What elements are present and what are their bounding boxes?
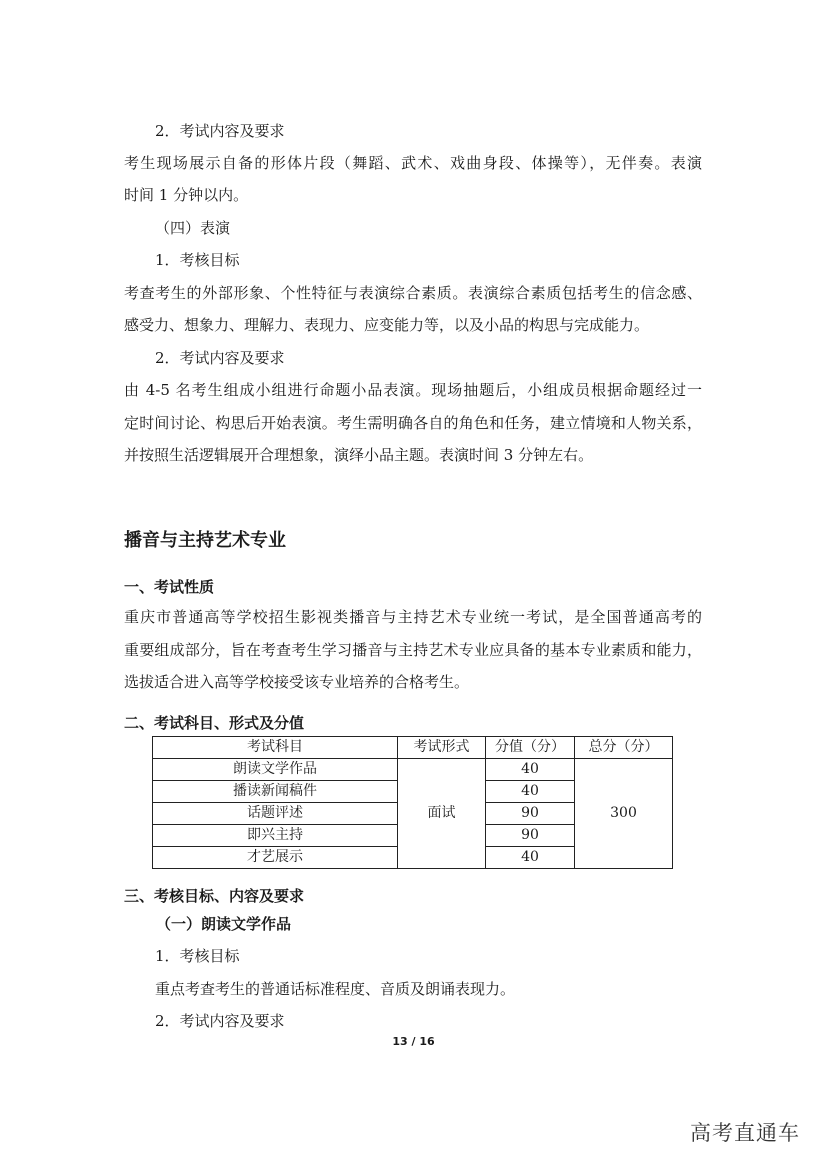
paragraph-line: 由 4-5 名考生组成小组进行命题小品表演。现场抽题后，小组成员根据命题经过一 xyxy=(124,381,702,399)
watermark: 高考直通车 xyxy=(690,1121,800,1145)
section-title: 三、考核目标、内容及要求 xyxy=(124,887,305,905)
paragraph-line: 考生现场展示自备的形体片段（舞蹈、武术、戏曲身段、体操等），无伴奏。表演 xyxy=(124,154,702,172)
score-cell: 40 xyxy=(486,781,575,803)
section-title: 二、考试科目、形式及分值 xyxy=(124,714,305,732)
subject-cell: 即兴主持 xyxy=(153,825,398,847)
subject-cell: 话题评述 xyxy=(153,803,398,825)
paragraph-line: 选拔适合进入高等学校接受该专业培养的合格考生。 xyxy=(124,673,470,691)
subsection-title: （一）朗读文学作品 xyxy=(156,915,292,933)
paragraph-heading: 2．考试内容及要求 xyxy=(155,349,285,367)
paragraph-line: 时间 1 分钟以内。 xyxy=(124,186,249,204)
paragraph-heading: 1．考核目标 xyxy=(155,251,240,269)
paragraph-heading: 1．考核目标 xyxy=(155,947,240,965)
paragraph-line: 重要组成部分，旨在考查考生学习播音与主持艺术专业应具备的基本专业素质和能力， xyxy=(124,641,702,659)
major-title: 播音与主持艺术专业 xyxy=(124,530,286,551)
table-header: 分值（分） xyxy=(486,737,575,759)
subject-cell: 朗读文学作品 xyxy=(153,759,398,781)
subject-cell: 播读新闻稿件 xyxy=(153,781,398,803)
score-cell: 90 xyxy=(486,825,575,847)
table-header-row xyxy=(153,737,673,759)
paragraph-line: 定时间讨论、构思后开始表演。考生需明确各自的角色和任务，建立情境和人物关系， xyxy=(124,414,702,432)
table-header: 考试科目 xyxy=(153,737,398,759)
table-header: 考试形式 xyxy=(398,737,486,759)
form-cell: 面试 xyxy=(398,759,486,869)
subsection-title: （四）表演 xyxy=(155,219,231,237)
paragraph-line: 考查考生的外部形象、个性特征与表演综合素质。表演综合素质包括考生的信念感、 xyxy=(124,284,702,302)
paragraph-line: 重点考查考生的普通话标准程度、音质及朗诵表现力。 xyxy=(155,980,516,998)
total-cell: 300 xyxy=(575,759,673,869)
paragraph-line: 重庆市普通高等学校招生影视类播音与主持艺术专业统一考试，是全国普通高考的 xyxy=(124,608,702,626)
score-cell: 40 xyxy=(486,847,575,869)
section-title: 一、考试性质 xyxy=(124,578,215,596)
table-row xyxy=(153,759,673,781)
page-number: 13 / 16 xyxy=(392,1035,435,1048)
table-header: 总分（分） xyxy=(575,737,673,759)
score-table xyxy=(152,736,673,869)
score-cell: 90 xyxy=(486,803,575,825)
score-cell: 40 xyxy=(486,759,575,781)
subject-cell: 才艺展示 xyxy=(153,847,398,869)
paragraph-heading: 2．考试内容及要求 xyxy=(155,122,285,140)
paragraph-line: 感受力、想象力、理解力、表现力、应变能力等，以及小品的构思与完成能力。 xyxy=(124,316,650,334)
paragraph-line: 并按照生活逻辑展开合理想象，演绎小品主题。表演时间 3 分钟左右。 xyxy=(124,446,594,464)
paragraph-heading: 2．考试内容及要求 xyxy=(155,1012,285,1030)
